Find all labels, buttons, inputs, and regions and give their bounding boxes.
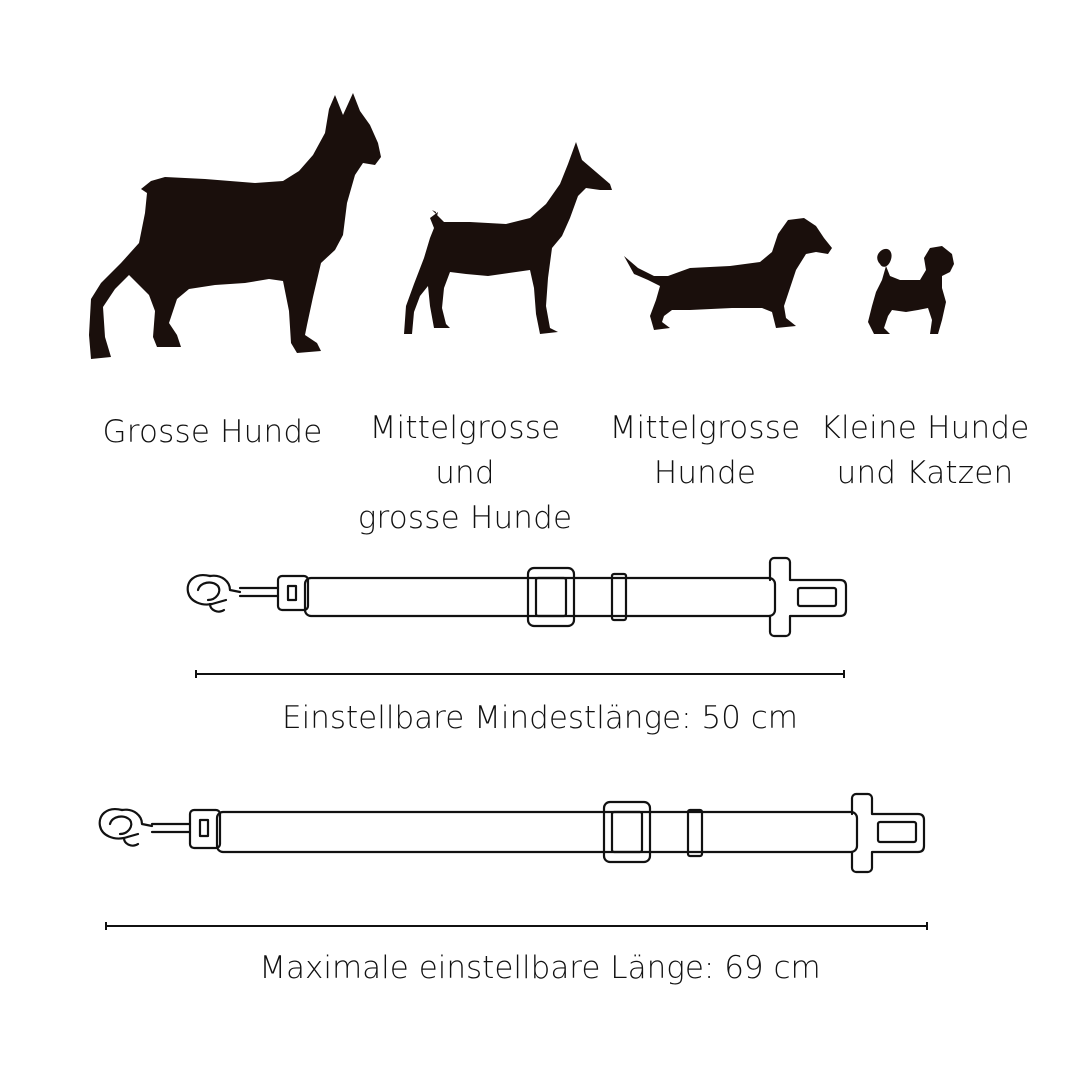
label-small-dogs-cats-line2: und Katzen: [836, 455, 1014, 491]
leash-short-icon: [180, 550, 860, 650]
boxer-silhouette-icon: [85, 85, 385, 365]
label-medium-large-dogs: [335, 406, 595, 541]
label-small-dogs-cats: [815, 406, 1035, 496]
dachshund-silhouette-icon: [620, 212, 835, 337]
min-length-caption: Einstellbare Mindestlänge: 50 cm: [282, 700, 798, 736]
label-large-dogs: [95, 410, 330, 455]
doberman-silhouette-icon: [400, 138, 620, 343]
poodle-silhouette-icon: [860, 240, 960, 340]
min-length-measure-line: [195, 673, 845, 675]
label-small-dogs-cats-line1: Kleine Hunde: [820, 410, 1030, 446]
label-medium-dogs: [600, 406, 810, 496]
label-medium-dogs-line1: Mittelgrosse: [609, 410, 801, 446]
dog-silhouette-row: [0, 0, 1080, 400]
leash-long-icon: [92, 788, 942, 888]
max-length-measure-line: [105, 925, 928, 927]
label-medium-large-dogs-line2: grosse Hunde: [357, 500, 573, 536]
max-length-caption: Maximale einstellbare Länge: 69 cm: [259, 950, 821, 986]
label-medium-large-dogs-line1: Mittelgrosse und: [369, 410, 561, 491]
label-large-dogs-line1: Grosse Hunde: [102, 414, 323, 450]
label-medium-dogs-line2: Hunde: [653, 455, 757, 491]
